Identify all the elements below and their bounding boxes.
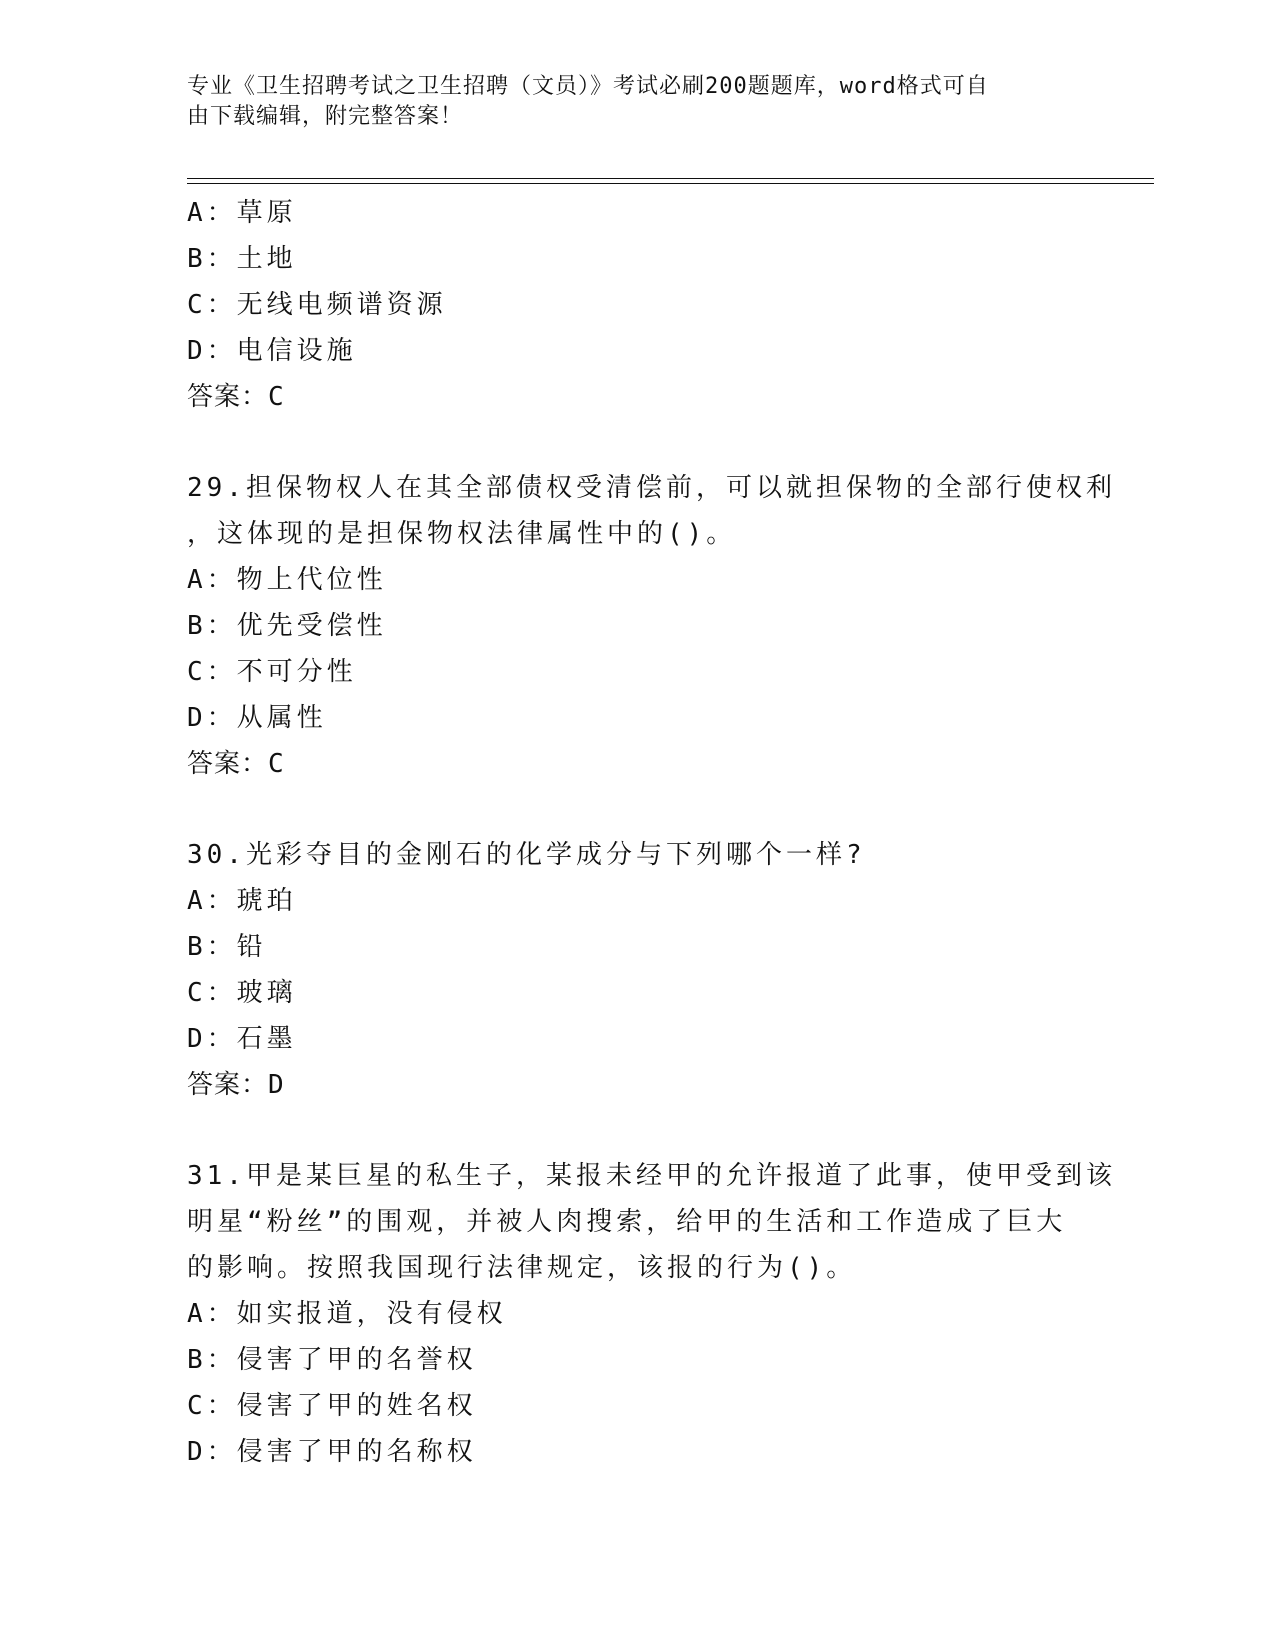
header-rule-bottom bbox=[187, 183, 1154, 184]
option-c: C：不可分性 bbox=[187, 657, 357, 687]
option-d: D：侵害了甲的名称权 bbox=[187, 1437, 477, 1467]
option-d: D：电信设施 bbox=[187, 336, 357, 366]
question-stem: 29.担保物权人在其全部债权受清偿前，可以就担保物的全部行使权利 bbox=[187, 473, 1116, 503]
question-stem: 的影响。按照我国现行法律规定，该报的行为()。 bbox=[187, 1253, 857, 1283]
question-29 bbox=[187, 465, 1116, 787]
question-stem: 明星“粉丝”的围观，并被人肉搜索，给甲的生活和工作造成了巨大 bbox=[187, 1207, 1067, 1237]
document-header bbox=[187, 72, 1087, 132]
answer: 答案：C bbox=[187, 749, 285, 779]
option-c: C：侵害了甲的姓名权 bbox=[187, 1391, 477, 1421]
header-line-2: 由下载编辑，附完整答案！ bbox=[187, 104, 464, 129]
option-a: A：琥珀 bbox=[187, 886, 297, 916]
question-30 bbox=[187, 832, 1087, 1108]
option-a: A：草原 bbox=[187, 198, 297, 228]
option-d: D：石墨 bbox=[187, 1024, 297, 1054]
option-b: B：优先受偿性 bbox=[187, 611, 387, 641]
answer: 答案：D bbox=[187, 1070, 285, 1100]
header-line-1: 专业《卫生招聘考试之卫生招聘（文员）》考试必刷200题题库，word格式可自 bbox=[187, 74, 989, 99]
question-28-continued bbox=[187, 190, 1087, 420]
answer: 答案：C bbox=[187, 382, 285, 412]
option-b: B：侵害了甲的名誉权 bbox=[187, 1345, 477, 1375]
option-b: B：土地 bbox=[187, 244, 297, 274]
question-stem: 31.甲是某巨星的私生子，某报未经甲的允许报道了此事，使甲受到该 bbox=[187, 1161, 1116, 1191]
option-c: C：无线电频谱资源 bbox=[187, 290, 447, 320]
question-stem: ，这体现的是担保物权法律属性中的()。 bbox=[187, 519, 737, 549]
question-stem: 30.光彩夺目的金刚石的化学成分与下列哪个一样? bbox=[187, 840, 866, 870]
header-rule-top bbox=[187, 178, 1154, 179]
question-31 bbox=[187, 1153, 1116, 1475]
option-a: A：如实报道，没有侵权 bbox=[187, 1299, 507, 1329]
option-a: A：物上代位性 bbox=[187, 565, 387, 595]
option-b: B：铅 bbox=[187, 932, 267, 962]
option-d: D：从属性 bbox=[187, 703, 327, 733]
option-c: C：玻璃 bbox=[187, 978, 297, 1008]
question-list bbox=[187, 190, 1116, 1475]
